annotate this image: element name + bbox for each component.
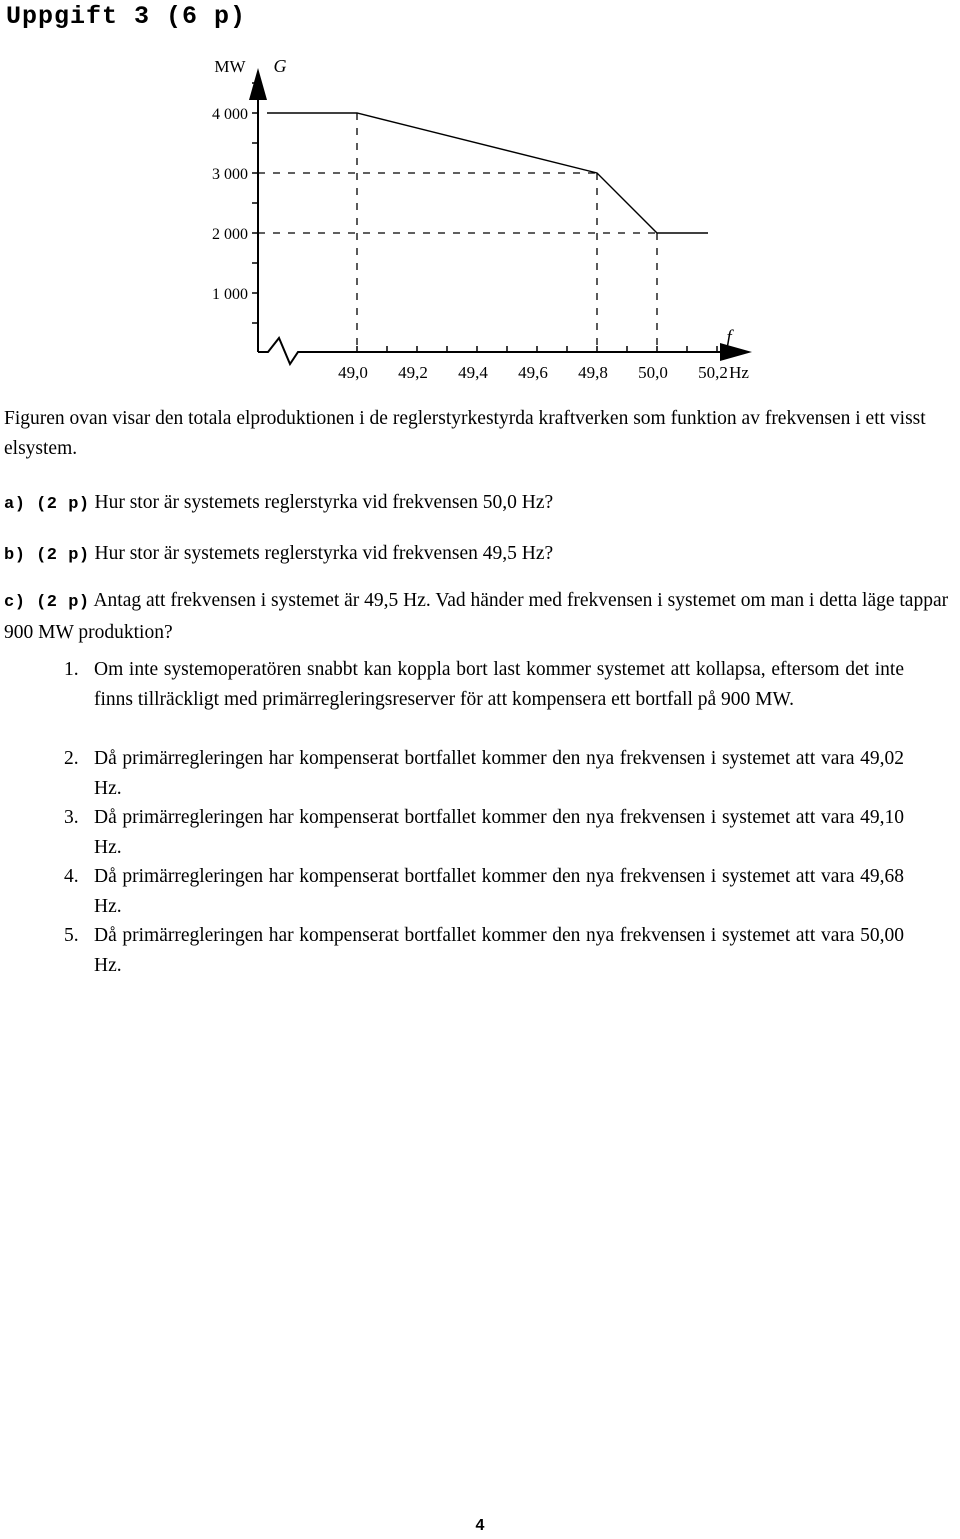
- y-symbol-label: G: [273, 56, 287, 76]
- task-heading: Uppgift 3 (6 p): [6, 2, 247, 31]
- y-tick-label: 3 000: [212, 166, 248, 183]
- question-b-tag: b) (2 p): [4, 546, 90, 565]
- y-tick-label: 1 000: [212, 286, 248, 303]
- page-number: 4: [475, 1517, 485, 1534]
- answer-option-5: [64, 921, 904, 980]
- x-axis-arrow: [720, 343, 752, 361]
- y-tick-label: 2 000: [212, 226, 248, 243]
- answer-option-1: [64, 655, 904, 714]
- answer-option-3: [64, 803, 904, 862]
- answer-option-text: Då primärregleringen har kompenserat bortfallet kommer den nya frekvensen i systemet att vara 49,02 Hz.: [94, 748, 904, 799]
- question-c: [4, 586, 960, 648]
- x-tick-label: 49,4: [458, 363, 488, 382]
- x-tick-label: 49,6: [518, 363, 548, 382]
- intro-text: Figuren ovan visar den totala elproduktionen i de reglerstyrkestyrda kraftverken som funktion av frekvensen i ett visst elsystem.: [4, 408, 926, 459]
- answer-option-text: Då primärregleringen har kompenserat bortfallet kommer den nya frekvensen i systemet att vara 50,00 Hz.: [94, 925, 904, 976]
- answer-option-number: 4.: [64, 866, 79, 887]
- question-c-text: Antag att frekvensen i systemet är 49,5 Hz. Vad händer med frekvensen i systemet om man i detta läge tappar 900 MW produktion?: [4, 590, 949, 643]
- question-c-tag: c) (2 p): [4, 593, 90, 612]
- answer-option-text: Då primärregleringen har kompenserat bortfallet kommer den nya frekvensen i systemet att vara 49,68 Hz.: [94, 866, 904, 917]
- question-a-tag: a) (2 p): [4, 495, 90, 514]
- x-tick-label: 49,0: [338, 363, 368, 382]
- x-tick-label: 49,8: [578, 363, 608, 382]
- answer-option-text: Om inte systemoperatören snabbt kan koppla bort last kommer systemet att kollapsa, eftersom det inte finns tillräckligt med primärregleringsreserver för att kompensera ett bortfall på 900 MW.: [94, 659, 904, 710]
- answer-option-4: [64, 862, 904, 921]
- answer-option-number: 1.: [64, 659, 79, 680]
- frequency-production-chart: [0, 0, 960, 400]
- question-b: [4, 539, 960, 571]
- x-tick-label: 49,2: [398, 363, 428, 382]
- dashed-guides: [258, 113, 657, 352]
- answer-option-2: [64, 744, 904, 803]
- answer-option-number: 5.: [64, 925, 79, 946]
- answer-option-text: Då primärregleringen har kompenserat bortfallet kommer den nya frekvensen i systemet att vara 49,10 Hz.: [94, 807, 904, 858]
- x-symbol-label: f: [726, 327, 732, 348]
- question-b-text: Hur stor är systemets reglerstyrka vid frekvensen 49,5 Hz?: [94, 543, 554, 564]
- chart-labels: [212, 56, 749, 382]
- answer-option-number: 3.: [64, 807, 79, 828]
- x-tick-label: 50,2: [698, 363, 728, 382]
- y-unit-label: MW: [214, 57, 246, 76]
- y-tick-label: 4 000: [212, 106, 248, 123]
- x-tick-label: 50,0: [638, 363, 668, 382]
- y-axis-arrow: [249, 68, 267, 100]
- answer-option-number: 2.: [64, 748, 79, 769]
- question-a: [4, 488, 960, 520]
- question-a-text: Hur stor är systemets reglerstyrka vid frekvensen 50,0 Hz?: [94, 492, 554, 513]
- x-unit-label: Hz: [729, 363, 749, 382]
